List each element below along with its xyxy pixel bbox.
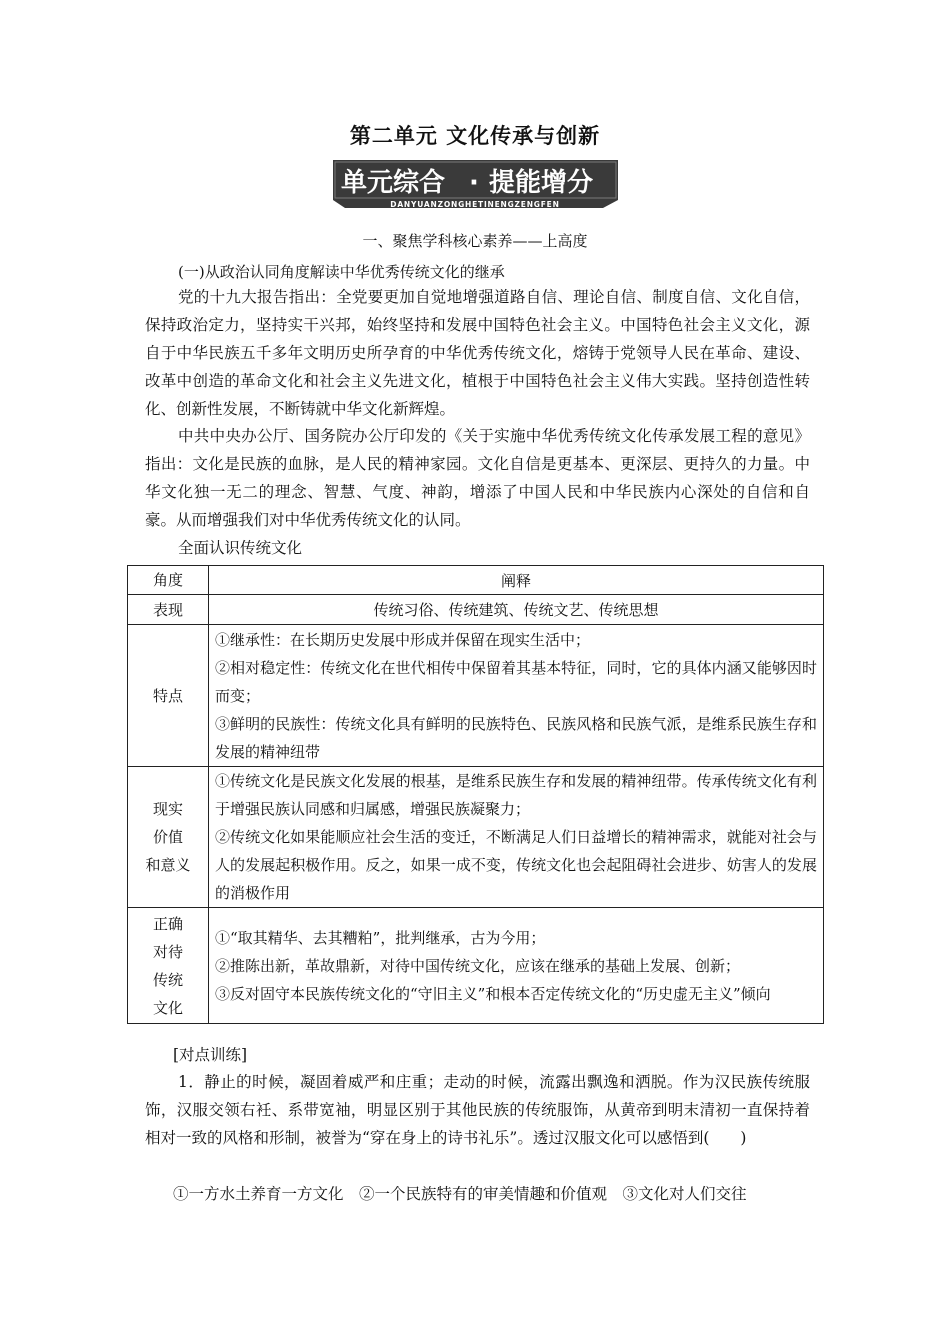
paragraph-2: 中共中央办公厅、国务院办公厅印发的《关于实施中华优秀传统文化传承发展工程的意见》指出：文化是民族的血脉，是人民的精神家园。文化自信是更基本、更深层、更持久的力量。中华文化独一无二的理念、智慧、气度、神韵，增添了中国人民和中华民族内心深处的自信和自豪。从而增强我们对中华优秀传统文化的认同。 [145,427,810,529]
feature-item: ①继承性：在长期历史发展中形成并保留在现实生活中； [215,630,591,649]
question-1: 1．静止的时候，凝固着威严和庄重；走动的时候，流露出飘逸和洒脱。作为汉民族传统服饰，汉服交领右衽、系带宽袖，明显区别于其他民族的传统服饰，从黄帝到明末清初一直保持着相对一致的风格和形制，被誉为“穿在身上的诗书礼乐”。透过汉服文化可以感悟到( ) [145,1073,810,1147]
traditional-culture-table [127,565,824,1024]
unit-title: 第二单元 文化传承与创新 [349,124,601,148]
label-line: 文化 [152,998,183,1017]
table-caption: 全面认识传统文化 [178,539,303,557]
row-label-value [128,767,209,908]
label-line: 价值 [152,828,183,846]
row-body-attitude [209,908,824,1024]
table-row-value [128,767,824,908]
label-line: 现实 [152,800,183,818]
table-row-attitude [128,908,824,1024]
label-line: 正确 [152,914,183,933]
label-line: 和意义 [145,856,191,874]
row-label-attitude [128,908,209,1024]
question-1-options: ①一方水土养育一方文化 ②一个民族特有的审美情趣和价值观 ③文化对人们交往 [173,1185,747,1203]
header-cell-angle: 角度 [128,566,209,595]
row-label-performance: 表现 [128,595,209,625]
label-line: 传统 [152,970,183,989]
section-heading: 一、聚焦学科核心素养——上高度 [362,232,588,250]
banner-main-text-2: 提能增分 [489,168,594,198]
table-row-performance [128,595,824,625]
attitude-item: ①“取其精华、去其糟粕”，批判继承，古为今用； [215,928,546,947]
table-row-features [128,625,824,767]
unit-banner [333,160,618,216]
header-cell-explanation: 阐释 [209,566,824,595]
row-body-features [209,625,824,767]
row-body-value [209,767,824,908]
value-item: ②传统文化如果能顺应社会生活的变迁，不断满足人们日益增长的精神需求，就能对社会与人的发展起积极作用。反之，如果一成不变，传统文化也会起阻碍社会进步、妨害人的发展的消极作用 [215,828,817,902]
banner-main-text-1: 单元综合 [341,168,446,198]
feature-item: ②相对稳定性：传统文化在世代相传中保留着其基本特征，同时，它的具体内涵又能够因时而变； [215,658,817,705]
row-text-performance: 传统习俗、传统建筑、传统文艺、传统思想 [209,595,824,625]
subsection-heading: (一)从政治认同角度解读中华优秀传统文化的继承 [178,263,505,281]
value-item: ①传统文化是民族文化发展的根基，是维系民族生存和发展的精神纽带。传承传统文化有利于增强民族认同感和归属感，增强民族凝聚力； [215,772,817,818]
training-label: [对点训练] [173,1046,248,1064]
label-line: 对待 [152,942,183,961]
banner-dot: · [469,168,479,198]
attitude-item: ②推陈出新，革故鼎新，对待中国传统文化，应该在继承的基础上发展、创新； [215,956,741,975]
row-label-features: 特点 [128,625,209,767]
banner-sub-text: DANYUANZONGHETINENGZENGFEN [390,200,560,209]
paragraph-1: 党的十九大报告指出：全党要更加自觉地增强道路自信、理论自信、制度自信、文化自信，保持政治定力，坚持实干兴邦，始终坚持和发展中国特色社会主义。中国特色社会主义文化，源自于中华民族五千多年文明历史所孕育的中华优秀传统文化，熔铸于党领导人民在革命、建设、改革中创造的革命文化和社会主义先进文化，植根于中国特色社会主义伟大实践。坚持创造性转化、创新性发展，不断铸就中华文化新辉煌。 [145,288,810,418]
banner-graphic [333,160,618,216]
table-header-row [128,566,824,595]
feature-item: ③鲜明的民族性：传统文化具有鲜明的民族特色、民族风格和民族气派，是维系民族生存和发展的精神纽带 [215,714,817,761]
attitude-item: ③反对固守本民族传统文化的“守旧主义”和根本否定传统文化的“历史虚无主义”倾向 [215,984,771,1003]
